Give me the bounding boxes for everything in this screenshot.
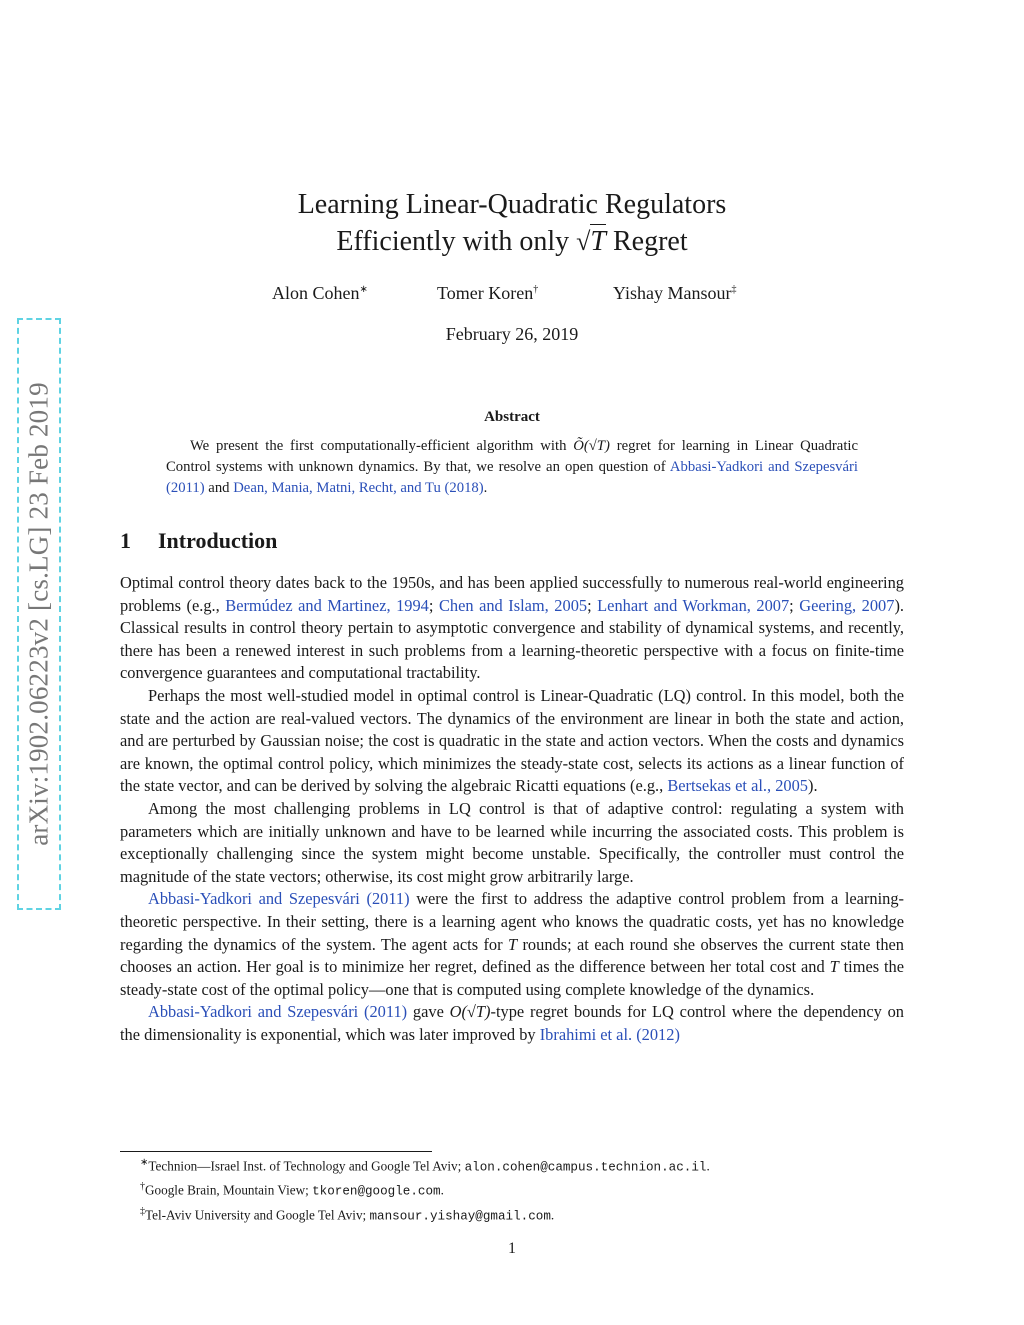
paragraph: Abbasi-Yadkori and Szepesvári (2011) were the first to address the adaptive control problem from a learning-theoretic perspective. In their setting, there is a learning agent who knows the quadratic costs, yet has no knowledge regarding the dynamics of the system. The agent acts for T rounds; at each round she observes the current state then chooses an action. Her goal is to minimize her regret, defined as the difference between her total cost and T times the steady-state cost of the optimal policy—one that is computed using complete knowledge of the dynamics. xyxy=(120,889,905,999)
citation-link[interactable]: Dean, Mania, Matni, Recht, and Tu xyxy=(233,480,441,496)
title-line-1: Learning Linear-Quadratic Regulators xyxy=(297,189,727,220)
citation-link[interactable]: Abbasi-Yadkori and Szepesvári xyxy=(148,1002,359,1022)
citation-link[interactable]: Abbasi-Yadkori and Szepesvári xyxy=(669,459,859,475)
citation-link[interactable]: Geering, 2007 xyxy=(799,595,895,615)
paragraph: Optimal control theory dates back to the 1950s, and has been applied successfully to numerous real-world engineering problems (e.g., Bermúdez and Martinez, 1994; Chen and Islam, 2005; Lenhart and Workman, 2007; Geering, 2007). Classical results in control theory pertain to asymptotic convergence and stability of dynamical systems, and recently, there has been a renewed interest in such problems from a learning-theoretic perspective with a focus on finite-time convergence guarantees and computational tractability. xyxy=(120,573,904,683)
author-2: Tomer Koren† xyxy=(437,283,539,303)
footnote-divider xyxy=(120,1151,432,1152)
citation-link[interactable]: Lenhart and Workman, 2007 xyxy=(597,595,790,615)
citation-year-link[interactable]: (2011) xyxy=(166,480,205,496)
email-address[interactable]: mansour.yishay@gmail.com xyxy=(369,1209,551,1224)
footnote: †Google Brain, Mountain View; tkoren@google.com. xyxy=(140,1181,444,1199)
citation-link[interactable]: Abbasi-Yadkori and Szepesvári xyxy=(148,889,360,909)
footnote: ∗Technion—Israel Inst. of Technology and Google Tel Aviv; alon.cohen@campus.technion.ac.il. xyxy=(140,1157,710,1175)
author-1: Alon Cohen∗ xyxy=(272,283,368,303)
author-3: Yishay Mansour‡ xyxy=(613,283,737,303)
footnotes xyxy=(120,1153,904,1226)
citation-link[interactable]: Chen and Islam, 2005 xyxy=(438,595,588,615)
arxiv-identifier[interactable]: arXiv:1902.06223v2 [cs.LG] 23 Feb 2019 xyxy=(23,382,54,846)
citation-link[interactable]: Ibrahimi et al. xyxy=(539,1024,633,1044)
citation-year-link[interactable]: (2011) xyxy=(364,1002,408,1022)
paper-title xyxy=(0,186,1024,260)
citation-year-link[interactable]: (2012) xyxy=(636,1024,680,1044)
paragraph: Perhaps the most well-studied model in optimal control is Linear-Quadratic (LQ) control. In this model, both the state and the action are real-valued vectors. The dynamics of the environment are linear in both the state and action, and are perturbed by Gaussian noise; the cost is quadratic in the state and action vectors. When the costs and dynamics are known, the optimal control policy, which minimizes the steady-state cost, selects its actions as a linear function of the state vector, and can be derived by solving the algebraic Ricatti equations (e.g., Bertsekas et al., 2005). xyxy=(120,685,904,796)
citation-link[interactable]: Bertsekas et al., 2005 xyxy=(667,776,808,796)
abstract-heading: Abstract xyxy=(484,409,540,425)
email-address[interactable]: alon.cohen@campus.technion.ac.il xyxy=(464,1160,707,1175)
citation-year-link[interactable]: (2011) xyxy=(366,889,410,909)
page-number: 1 xyxy=(508,1240,516,1257)
paper-date: February 26, 2019 xyxy=(445,324,579,344)
email-address[interactable]: tkoren@google.com xyxy=(312,1184,441,1199)
section-heading: 1 Introduction xyxy=(120,528,278,553)
abstract-text: We present the first computationally-efficient algorithm with Õ(√T) regret for learning in Linear Quadratic Control systems with unknown dynamics. By that, we resolve an open question of Abbasi-Yadkori and Szepesvári (2011) and Dean, Mania, Matni, Recht, and Tu (2018). xyxy=(166,438,859,496)
arxiv-identifier-box[interactable] xyxy=(17,318,61,910)
title-line-2: Efficiently with only √T Regret xyxy=(336,226,688,257)
footnote: ‡Tel-Aviv University and Google Tel Aviv; mansour.yishay@gmail.com. xyxy=(140,1205,555,1224)
paragraph: Among the most challenging problems in LQ control is that of adaptive control: regulating a system with parameters which are initially unknown and have to be learned while incurring the associated costs. This problem is exceptionally challenging since the system might become unstable. Specifically, the controller must control the magnitude of the state vectors; otherwise, its cost might grow arbitrarily large. xyxy=(120,798,904,886)
introduction-body xyxy=(120,572,904,1046)
citation-year-link[interactable]: (2018) xyxy=(444,480,484,496)
citation-link[interactable]: Bermúdez and Martinez, 1994 xyxy=(225,595,429,615)
paragraph: Abbasi-Yadkori and Szepesvári (2011) gave O(√T)-type regret bounds for LQ control where the dependency on the dimensionality is exponential, which was later improved by Ibrahimi et al. (2012) xyxy=(120,1002,904,1044)
